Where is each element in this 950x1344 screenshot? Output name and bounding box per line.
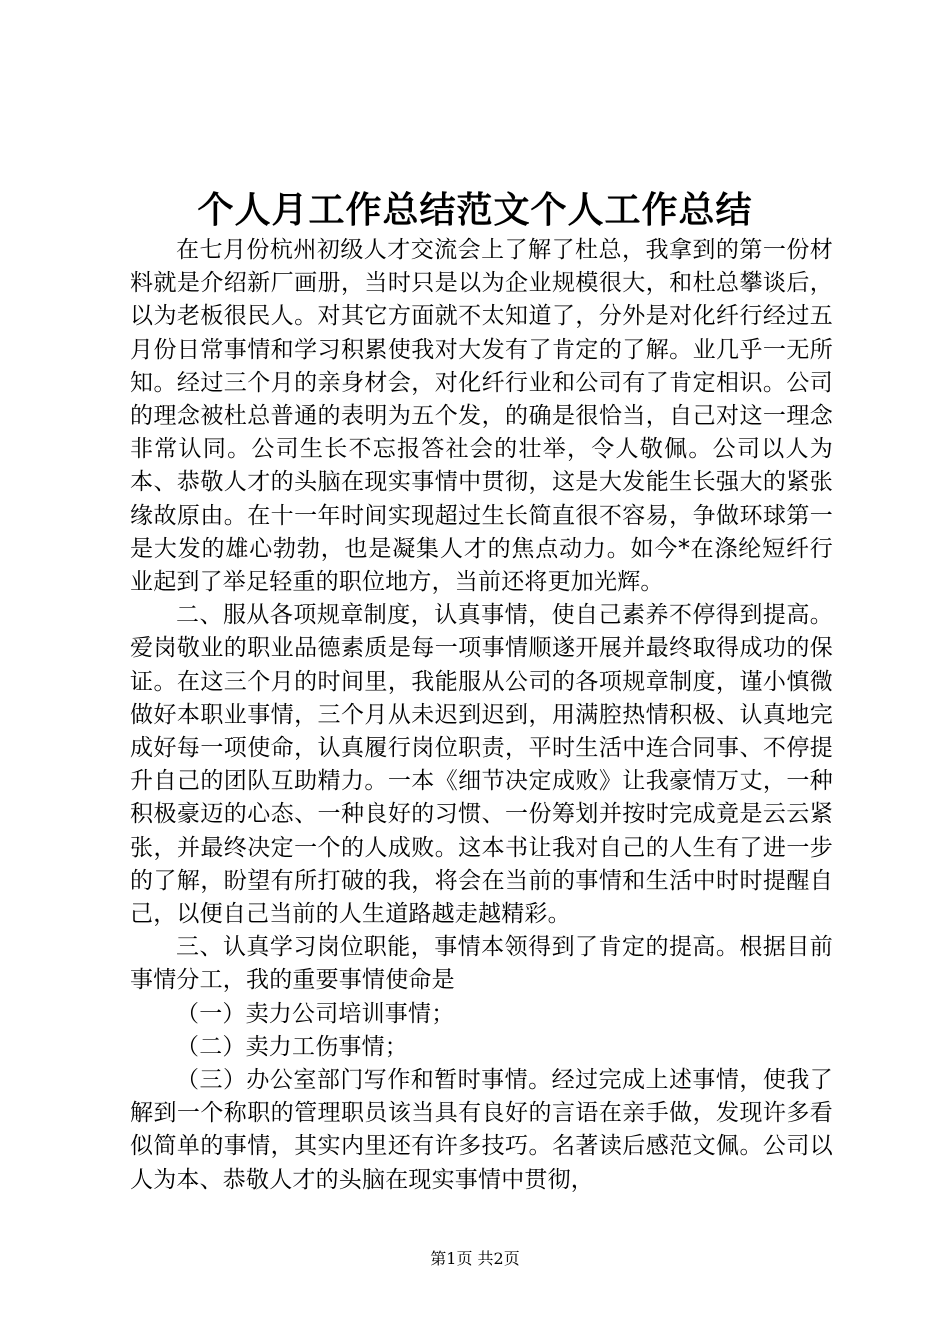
- list-item-one: （一）卖力公司培训事情；: [176, 1000, 455, 1027]
- paragraph-intro: 在七月份杭州初级人才交流会上了解了杜总，我拿到的第一份材料就是介绍新厂画册，当时只是以为企业规模很大，和杜总攀谈后，以为老板很民人。对其它方面就不太知道了，分外是对化纤行经过五月份日常事情和学习积累使我对大发有了肯定的了解。业几乎一无所知。经过三个月的亲身材会，对化纤行业和公司有了肯定相识。公司的理念被杜总普通的表明为五个发，的确是很恰当，自己对这一理念非常认同。公司生长不忘报答社会的壮举，令人敬佩。公司以人为本、恭敬人才的头脑在现实事情中贯彻，这是大发能生长强大的紧张缘故原由。在十一年时间实现超过生长简直很不容易，争做环球第一是大发的雄心勃勃，也是凝集人才的焦点动力。如今*在涤纶短纤行业起到了举足轻重的职位地方，当前还将更加光辉。: [130, 237, 833, 596]
- paragraph-section-two: 二、服从各项规章制度，认真事情，使自己素养不停得到提高。爱岗敬业的职业品德素质是每一项事情顺遂开展并最终取得成功的保证。在这三个月的时间里，我能服从公司的各项规章制度，谨小慎微做好本职业事情，三个月从未迟到迟到，用满腔热情积极、认真地完成好每一项使命，认真履行岗位职责，平时生活中连合同事、不停提升自己的团队互助精力。一本《细节决定成败》让我豪情万丈，一种积极豪迈的心态、一种良好的习惯、一份筹划并按时完成竟是云云紧张，并最终决定一个的人成败。这本书让我对自己的人生有了进一步的了解，盼望有所打破的我，将会在当前的事情和生活中时时提醒自己，以便自己当前的人生道路越走越精彩。: [130, 602, 833, 928]
- document-body: [130, 234, 833, 1197]
- page-number-footer: 第1页 共2页: [430, 1249, 520, 1268]
- document-title: 个人月工作总结范文个人工作总结: [197, 189, 753, 231]
- paragraph-section-three: 三、认真学习岗位职能，事情本领得到了肯定的提高。根据目前事情分工，我的重要事情使命是: [130, 934, 833, 994]
- list-item-two: （二）卖力工伤事情；: [176, 1033, 408, 1060]
- list-item-three: （三）办公室部门写作和暂时事情。经过完成上述事情，使我了解到一个称职的管理职员该当具有良好的言语在亲手做，发现许多看似简单的事情，其实内里还有许多技巧。名著读后感范文佩。公司以人为本、恭敬人才的头脑在现实事情中贯彻，: [130, 1067, 833, 1193]
